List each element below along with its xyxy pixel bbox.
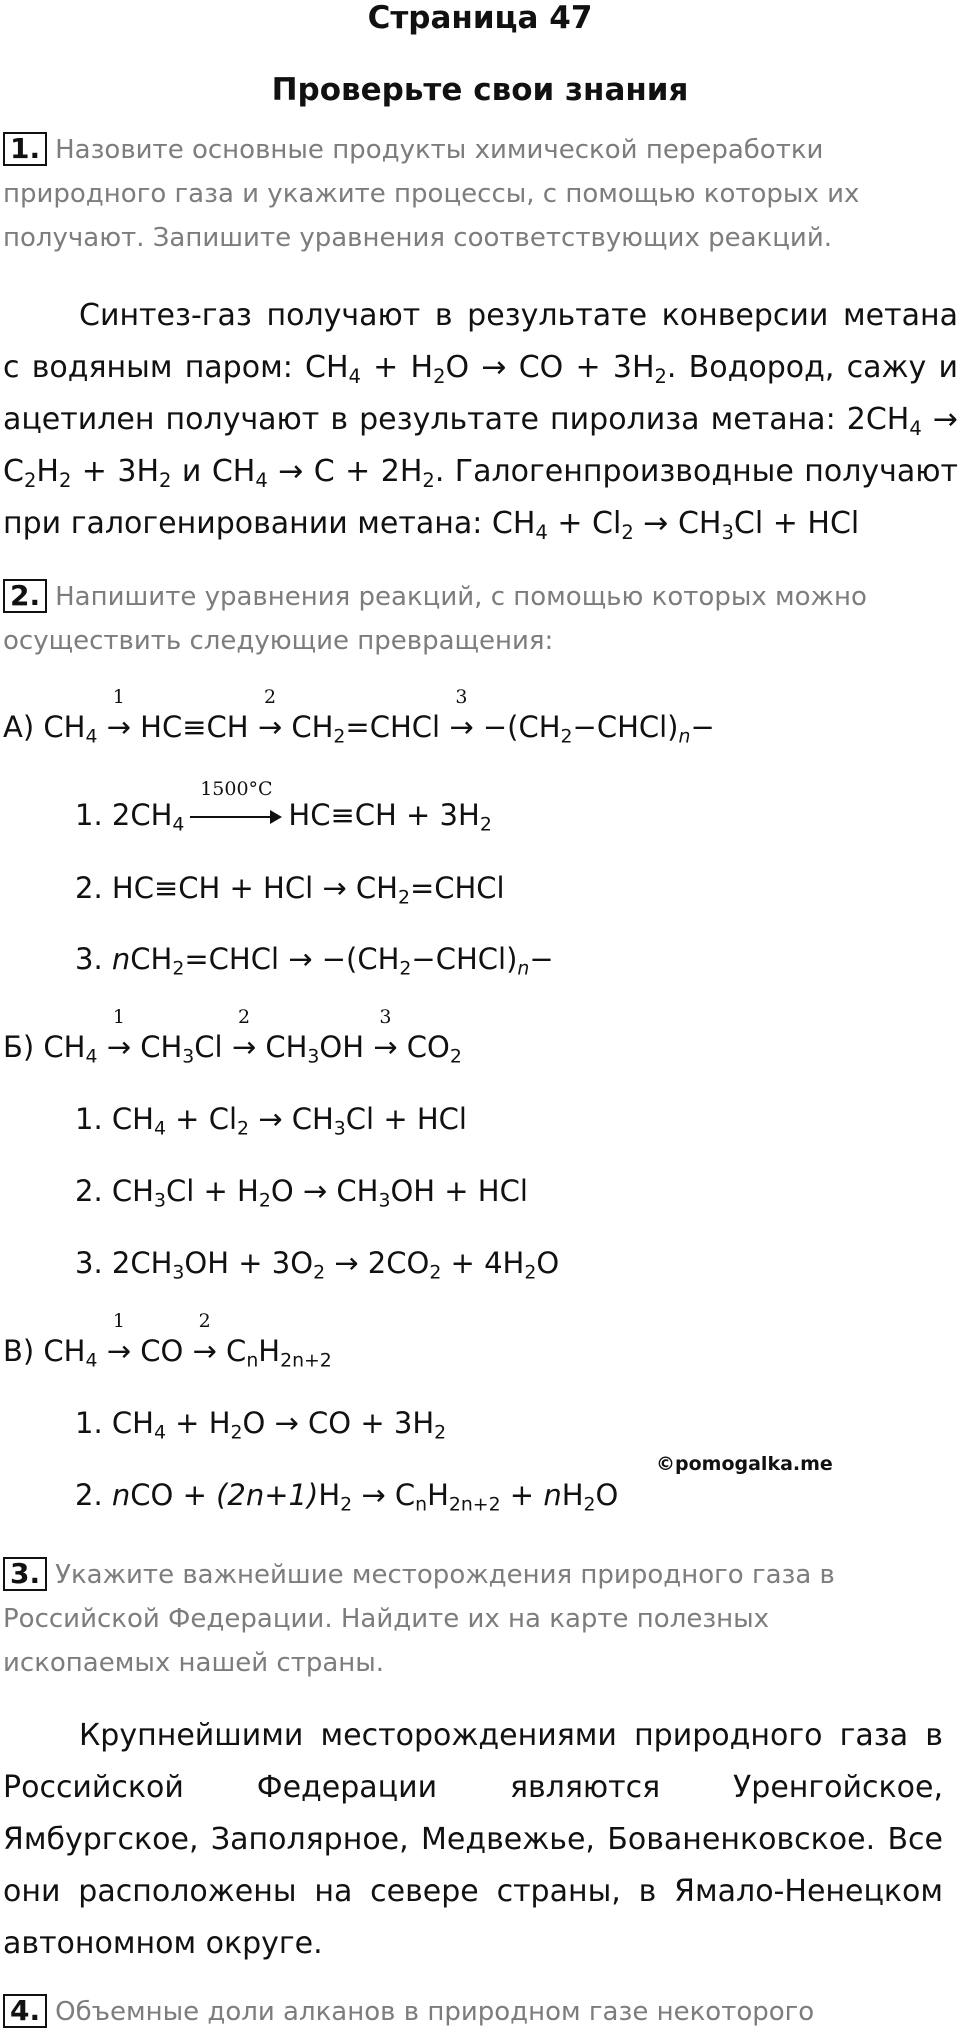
reaction-arrow: → 3: [449, 686, 474, 744]
task-text: Укажите важнейшие месторождения природного газа в Российской Федерации. Найдите их на карте полезных ископаемых нашей страны.: [3, 1560, 835, 1678]
step-number: 3: [379, 1006, 392, 1028]
reaction-arrow: → 2: [192, 1310, 217, 1368]
reaction-arrow: → 1: [106, 1006, 132, 1064]
answer-1: Синтез-газ получают в результате конверсии метана с водяным паром: $CH_4 + H_2O$ → CO + $3H_2$. Водород, сажу и ацетилен получают в результате пиролиза метана: $2CH_4 \to C_2H_2 + 3H_2$ и $CH_4 \to C + 2H_2$. Галогенпроизводные получают при галогенировании метана: $CH_4 + Cl_2 \to CH_3Cl$ + HCl: [3, 298, 959, 544]
task-1: [3, 128, 943, 260]
reaction-arrow: → 3: [373, 1006, 398, 1064]
equation-b3: 3. $2CH_3OH + 3O_2 \to 2CO_2 + 4H_2O$: [75, 1246, 560, 1284]
chain-v: В) $CH_4$ → 1 CO → 2 $C_nH_{2n+2}$: [3, 1310, 332, 1372]
task-number: 3.: [3, 1557, 47, 1591]
task-number: 4.: [3, 1994, 47, 2028]
equation-v1: 1. $CH_4 + H_2O$ → CO + $3H_2$: [75, 1406, 447, 1444]
page-title: Страница 47: [367, 0, 593, 36]
long-arrow-icon: [190, 778, 282, 831]
equation-a3: 3. nCH$_2$=CHCl → $-(CH_2-CHCl)_n-$: [75, 942, 554, 980]
equation-a2: 2. HC≡CH + HCl → $CH_2=CHCl$: [75, 871, 505, 909]
step-number: 3: [455, 686, 468, 708]
task-4: [3, 1990, 943, 2034]
chain-b: Б) $CH_4$ → 1 $CH_3Cl$ → 2 $CH_3OH$ → 3 $CO_2$: [3, 1006, 462, 1068]
task-text: Объемные доли алканов в природном газе некоторого: [55, 1997, 815, 2027]
equation-v2: 2. nCO + $(2n+1)H_2 \to C_nH_{2n+2} + nH_2O$: [75, 1478, 619, 1516]
reaction-arrow: → 2: [257, 686, 283, 744]
step-number: 2: [198, 1310, 211, 1332]
task-3: [3, 1553, 943, 1685]
reaction-arrow: → 2: [231, 1006, 257, 1064]
watermark: ©pomogalka.me: [656, 1453, 833, 1475]
step-number: 1: [112, 1006, 125, 1028]
reaction-condition: 1500°C: [200, 778, 273, 800]
task-2: [3, 575, 943, 663]
section-title: Проверьте свои знания: [271, 72, 689, 108]
step-number: 2: [237, 1006, 251, 1028]
task-number: 1.: [3, 132, 47, 166]
equation-b2: 2. $CH_3Cl + H_2O \to CH_3OH$ + HCl: [75, 1174, 528, 1212]
chain-a: А) $CH_4$ → 1 HC≡CH → 2 $CH_2=CHCl$ → 3 $-(CH_2-CHCl)_n-$: [3, 686, 715, 748]
task-number: 2.: [3, 579, 47, 613]
reaction-arrow: → 1: [106, 686, 131, 744]
equation-a1: 1. $2CH_4$ 1500°C $HC\equiv CH + 3H_2$: [75, 778, 492, 836]
answer-3: Крупнейшими месторождениями природного газа в Российской Федерации являются Уренгойское, Ямбургское, Заполярное, Медвежье, Бованенковское. Все они расположены на севере страны, в Ямало-Ненецком автономном округе.: [3, 1718, 943, 1961]
task-text: Напишите уравнения реакций, с помощью которых можно осуществить следующие превращения:: [3, 582, 867, 656]
equation-b1: 1. $CH_4 + Cl_2 \to CH_3Cl$ + HCl: [75, 1102, 467, 1140]
step-number: 1: [112, 686, 125, 708]
reaction-arrow: → 1: [106, 1310, 132, 1368]
step-number: 2: [263, 686, 277, 708]
step-number: 1: [112, 1310, 125, 1332]
task-text: Назовите основные продукты химической переработки природного газа и укажите процессы, с помощью которых их получают. Запишите уравнения соответствующих реакций.: [3, 135, 860, 253]
